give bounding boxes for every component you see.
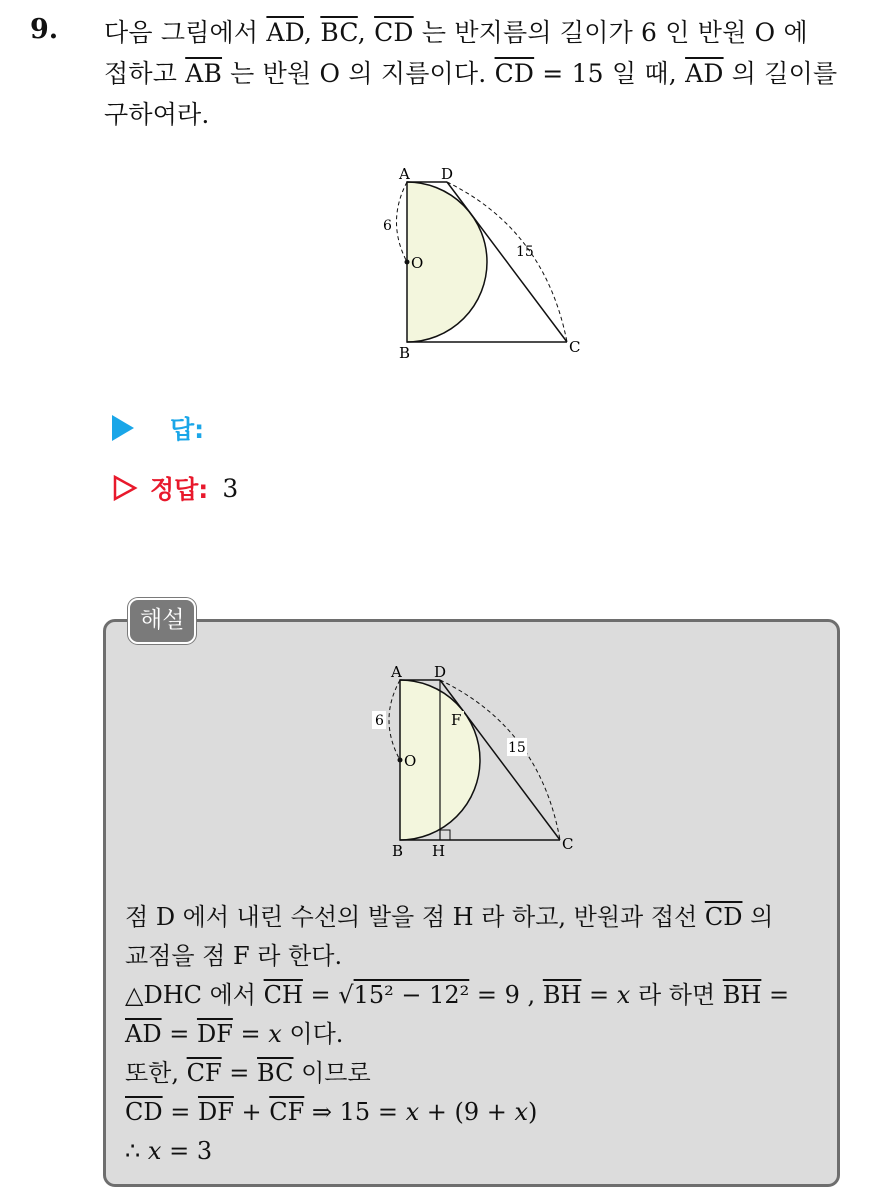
solution-line-4 — [125, 1015, 830, 1054]
segment-bh: $\overline{BH}$ — [542, 981, 582, 1009]
segment-ad: $\overline{AD}$ — [266, 18, 305, 47]
segment-ch: $\overline{CH}$ — [263, 981, 303, 1009]
solution-line-1 — [125, 898, 830, 937]
center-point-o — [398, 758, 403, 763]
label-h: H — [432, 842, 446, 858]
segment-cf: $\overline{CF}$ — [186, 1059, 222, 1087]
label-six: 6 — [375, 713, 384, 729]
segment-cd: $\overline{CD}$ — [704, 903, 743, 931]
segment-cd: $\overline{CD}$ — [374, 18, 414, 47]
play-outline-icon — [112, 474, 138, 502]
s-text-segment: = — [302, 981, 339, 1009]
solution-line-2: 교점을 점 F 라 한다. — [125, 942, 343, 970]
label-d: D — [441, 165, 454, 183]
question-line-2 — [104, 53, 864, 94]
segment-cd: $\overline{CD}$ — [125, 1098, 163, 1126]
s-text-segment: = — [162, 1098, 198, 1126]
segment-bc: $\overline{BC}$ — [320, 18, 358, 47]
solution-text — [125, 898, 830, 1171]
question-text — [104, 12, 864, 135]
label-o: O — [411, 254, 424, 272]
q-text-segment: , — [357, 18, 375, 47]
label-fifteen: 15 — [508, 740, 526, 756]
s-text-segment: △DHC 에서 — [125, 981, 264, 1009]
s-text-segment: ⇒ 15 = — [304, 1098, 406, 1126]
question-number: 9. — [30, 14, 59, 45]
label-fifteen: 15 — [516, 244, 534, 260]
solution-line-5 — [125, 1054, 830, 1093]
var-x: x — [405, 1098, 420, 1126]
s-text-segment: = 9 , — [469, 981, 543, 1009]
s-text-segment: 의 — [742, 903, 774, 931]
label-o: O — [404, 752, 417, 770]
var-x: x — [147, 1137, 162, 1165]
q-text-segment: 접하고 — [104, 59, 186, 88]
var-x: x — [616, 981, 631, 1009]
s-text-segment: + — [233, 1098, 270, 1126]
label-c: C — [569, 338, 581, 356]
label-f: F — [451, 711, 462, 729]
solution-figure — [362, 658, 602, 858]
var-x: x — [514, 1098, 529, 1126]
solution-tag: 해설 — [128, 598, 196, 644]
label-a: A — [399, 165, 410, 183]
label-d: D — [434, 663, 447, 681]
q-text-segment: 의 길이를 — [723, 59, 838, 88]
correct-answer-label: 정답: — [150, 475, 209, 504]
play-icon — [112, 415, 134, 441]
s-text-segment: + (9 + — [419, 1098, 515, 1126]
dashed-arc-six — [397, 182, 408, 262]
segment-ad: $\overline{AD}$ — [125, 1020, 162, 1048]
label-b: B — [399, 344, 411, 362]
segment-bh: $\overline{BH}$ — [722, 981, 762, 1009]
label-c: C — [562, 835, 574, 853]
s-text-segment: = — [161, 1020, 197, 1048]
s-text-segment: 라 하면 — [630, 981, 723, 1009]
q-text-segment: 는 반원 O 의 지름이다. — [222, 59, 495, 88]
segment-ab: $\overline{AB}$ — [185, 59, 223, 88]
q-text-segment: , — [304, 18, 321, 47]
segment-df: $\overline{DF}$ — [197, 1098, 234, 1126]
s-text-segment: = — [581, 981, 617, 1009]
question-line-3: 구하여라. — [104, 100, 210, 129]
dashed-arc-six — [389, 680, 400, 760]
label-six: 6 — [383, 218, 392, 234]
solution-line-7 — [125, 1132, 830, 1171]
question-line-1 — [104, 12, 864, 53]
label-a: A — [391, 663, 402, 681]
segment-ad: $\overline{AD}$ — [685, 59, 724, 88]
center-point-o — [405, 260, 410, 265]
s-text-segment: ) — [528, 1098, 538, 1126]
s-text-segment: 점 D 에서 내린 수선의 발을 점 H 라 하고, 반원과 접선 — [125, 903, 705, 931]
s-text-segment: = — [221, 1059, 258, 1087]
segment-bc: $\overline{BC}$ — [257, 1059, 294, 1087]
s-text-segment: 이다. — [281, 1020, 344, 1048]
correct-answer-row — [112, 470, 238, 506]
solution-line-6 — [125, 1093, 830, 1132]
q-text-segment: = 15 일 때, — [534, 59, 686, 88]
q-text-segment: 다음 그림에서 — [104, 18, 267, 47]
correct-answer-value: 3 — [222, 473, 239, 503]
segment-cd: $\overline{CD}$ — [494, 59, 535, 88]
sqrt-sign: √ — [338, 981, 354, 1009]
sqrt-radicand: 15² − 12² — [353, 981, 470, 1009]
s-text-segment: ∴ — [125, 1137, 148, 1165]
s-text-segment: = — [761, 981, 790, 1009]
s-text-segment: 또한, — [125, 1059, 187, 1087]
answer-label: 답: — [170, 415, 205, 444]
q-text-segment: 는 반지름의 길이가 6 인 반원 O 에 — [413, 18, 808, 47]
s-text-segment: = 3 — [161, 1137, 213, 1165]
var-x: x — [268, 1020, 282, 1048]
label-b: B — [392, 842, 404, 858]
question-figure — [370, 160, 600, 365]
solution-line-3 — [125, 976, 830, 1015]
right-angle-mark — [440, 830, 450, 840]
segment-df: $\overline{DF}$ — [196, 1020, 233, 1048]
answer-row — [112, 410, 204, 446]
s-text-segment: 이므로 — [293, 1059, 371, 1087]
segment-cf: $\overline{CF}$ — [269, 1098, 305, 1126]
s-text-segment: = — [232, 1020, 269, 1048]
